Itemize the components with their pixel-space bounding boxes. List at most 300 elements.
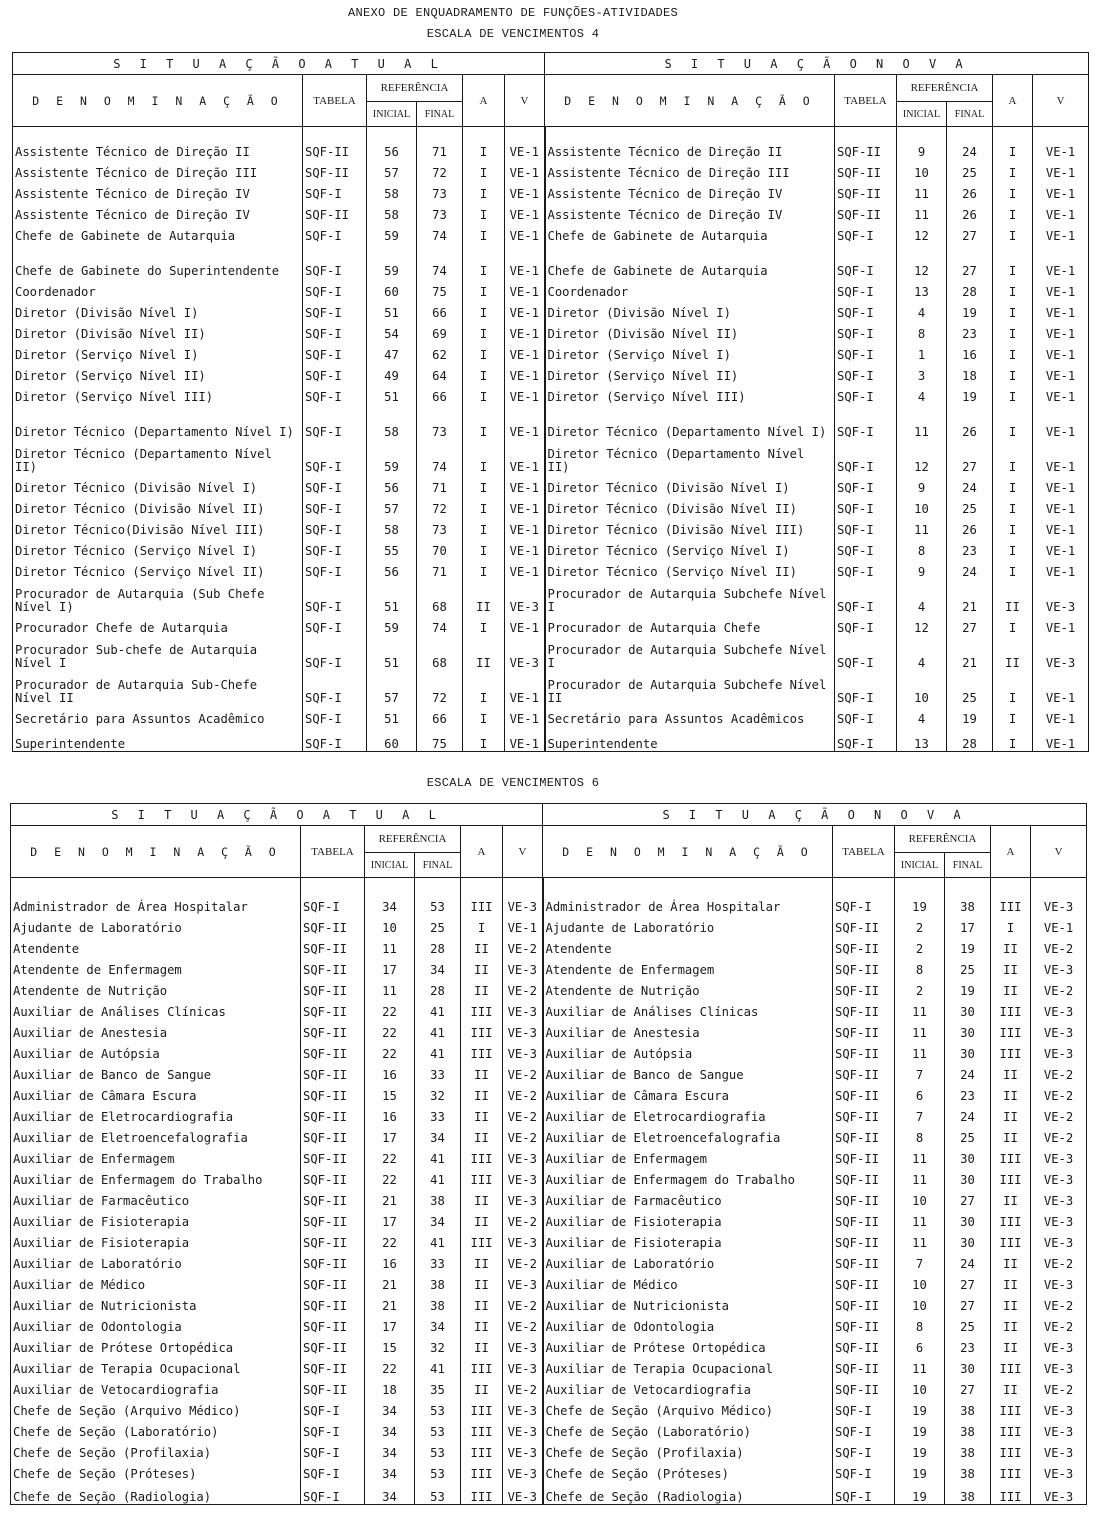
ref-inicial-atual-cell: 16 bbox=[365, 1103, 415, 1124]
tabela-header: TABELA bbox=[301, 826, 365, 878]
ref-final-nova-cell: 30 bbox=[945, 1208, 991, 1229]
denominacao-nova-cell: Diretor Técnico (Departamento Nível I) bbox=[545, 404, 835, 439]
denominacao-atual-cell: Diretor (Serviço Nível I) bbox=[13, 341, 303, 362]
table-row bbox=[13, 495, 1089, 516]
a-atual-cell: I bbox=[463, 614, 505, 635]
tabela-atual-cell: SQF-I bbox=[303, 516, 367, 537]
v-nova-cell: VE-3 bbox=[1031, 1040, 1087, 1061]
ref-final-nova-cell: 30 bbox=[945, 1145, 991, 1166]
tabela-atual-cell: SQF-II bbox=[301, 977, 365, 998]
v-atual-cell: VE-1 bbox=[505, 614, 545, 635]
denominacao-atual-cell: Procurador de Autarquia (Sub Chefe Nível I) bbox=[13, 579, 303, 614]
denominacao-atual-cell: Assistente Técnico de Direção IV bbox=[13, 201, 303, 222]
ref-inicial-nova-cell: 12 bbox=[897, 614, 947, 635]
a-atual-cell: III bbox=[461, 1019, 503, 1040]
tabela-atual-cell: SQF-I bbox=[303, 383, 367, 404]
ref-final-atual-cell: 64 bbox=[417, 362, 463, 383]
ref-inicial-atual-cell: 55 bbox=[367, 537, 417, 558]
a-atual-cell: I bbox=[463, 670, 505, 705]
table-row bbox=[11, 1187, 1087, 1208]
ref-inicial-nova-cell: 19 bbox=[895, 1481, 945, 1505]
denominacao-atual-cell: Coordenador bbox=[13, 278, 303, 299]
tabela-atual-cell: SQF-II bbox=[301, 1250, 365, 1271]
table-row bbox=[13, 705, 1089, 726]
scale4-table bbox=[12, 52, 1089, 752]
denominacao-atual-cell: Atendente de Nutrição bbox=[11, 977, 301, 998]
ref-final-atual-cell: 41 bbox=[415, 1040, 461, 1061]
denominacao-atual-cell: Auxiliar de Eletrocardiografia bbox=[11, 1103, 301, 1124]
ref-inicial-atual-cell: 57 bbox=[367, 670, 417, 705]
table-row bbox=[11, 1460, 1087, 1481]
ref-inicial-nova-cell: 9 bbox=[897, 127, 947, 159]
a-atual-cell: I bbox=[463, 558, 505, 579]
a-atual-cell: III bbox=[461, 1166, 503, 1187]
ref-final-atual-cell: 38 bbox=[415, 1292, 461, 1313]
ref-final-nova-cell: 38 bbox=[945, 1481, 991, 1505]
ref-final-atual-cell: 33 bbox=[415, 1103, 461, 1124]
ref-final-atual-cell: 73 bbox=[417, 180, 463, 201]
tabela-atual-cell: SQF-I bbox=[303, 439, 367, 474]
ref-inicial-nova-cell: 10 bbox=[895, 1187, 945, 1208]
tabela-atual-cell: SQF-I bbox=[303, 362, 367, 383]
ref-inicial-atual-cell: 22 bbox=[365, 1355, 415, 1376]
a-atual-cell: II bbox=[463, 579, 505, 614]
ref-final-nova-cell: 26 bbox=[947, 516, 993, 537]
v-atual-cell: VE-2 bbox=[503, 1208, 543, 1229]
ref-inicial-nova-cell: 7 bbox=[895, 1250, 945, 1271]
v-nova-cell: VE-1 bbox=[1031, 914, 1087, 935]
tabela-atual-cell: SQF-II bbox=[303, 159, 367, 180]
tabela-nova-cell: SQF-I bbox=[835, 474, 897, 495]
v-nova-cell: VE-1 bbox=[1033, 127, 1089, 159]
ref-inicial-atual-cell: 21 bbox=[365, 1187, 415, 1208]
ref-inicial-nova-cell: 8 bbox=[895, 1313, 945, 1334]
ref-inicial-atual-cell: 58 bbox=[367, 404, 417, 439]
ref-final-atual-cell: 66 bbox=[417, 299, 463, 320]
tabela-atual-cell: SQF-II bbox=[303, 127, 367, 159]
denominacao-nova-cell: Chefe de Seção (Profilaxia) bbox=[543, 1439, 833, 1460]
v-nova-cell: VE-1 bbox=[1033, 614, 1089, 635]
ref-inicial-nova-cell: 11 bbox=[895, 1145, 945, 1166]
denominacao-nova-cell: Secretário para Assuntos Acadêmicos bbox=[545, 705, 835, 726]
ref-inicial-atual-cell: 21 bbox=[365, 1292, 415, 1313]
ref-inicial-atual-cell: 58 bbox=[367, 180, 417, 201]
denominacao-atual-cell: Assistente Técnico de Direção IV bbox=[13, 180, 303, 201]
denominacao-atual-cell: Superintendente bbox=[13, 726, 303, 752]
situacao-nova-header: S I T U A Ç Ã O N O V A bbox=[543, 804, 1087, 826]
ref-inicial-atual-cell: 22 bbox=[365, 1145, 415, 1166]
tabela-nova-cell: SQF-I bbox=[835, 362, 897, 383]
a-nova-cell: III bbox=[991, 1481, 1031, 1505]
table-row bbox=[13, 278, 1089, 299]
a-atual-cell: III bbox=[461, 1460, 503, 1481]
tabela-nova-cell: SQF-I bbox=[835, 705, 897, 726]
denominacao-nova-cell: Ajudante de Laboratório bbox=[543, 914, 833, 935]
ref-inicial-atual-cell: 16 bbox=[365, 1061, 415, 1082]
ref-final-nova-cell: 26 bbox=[947, 404, 993, 439]
tabela-nova-cell: SQF-I bbox=[835, 299, 897, 320]
inicial-header: INICIAL bbox=[365, 853, 415, 878]
v-atual-cell: VE-1 bbox=[505, 670, 545, 705]
tabela-atual-cell: SQF-I bbox=[301, 1418, 365, 1439]
denominacao-atual-cell: Auxiliar de Eletroencefalografia bbox=[11, 1124, 301, 1145]
tabela-nova-cell: SQF-II bbox=[833, 1250, 895, 1271]
ref-inicial-nova-cell: 10 bbox=[895, 1376, 945, 1397]
a-nova-cell: II bbox=[991, 1376, 1031, 1397]
v-header: V bbox=[1031, 826, 1087, 878]
v-atual-cell: VE-1 bbox=[505, 243, 545, 278]
ref-final-atual-cell: 41 bbox=[415, 1355, 461, 1376]
denominacao-atual-cell: Chefe de Seção (Profilaxia) bbox=[11, 1439, 301, 1460]
denominacao-nova-cell: Auxiliar de Fisioterapia bbox=[543, 1229, 833, 1250]
denominacao-nova-cell: Auxiliar de Terapia Ocupacional bbox=[543, 1355, 833, 1376]
denominacao-atual-cell: Auxiliar de Análises Clínicas bbox=[11, 998, 301, 1019]
tabela-atual-cell: SQF-II bbox=[301, 998, 365, 1019]
denominacao-atual-cell: Auxiliar de Autópsia bbox=[11, 1040, 301, 1061]
ref-final-nova-cell: 38 bbox=[945, 1439, 991, 1460]
table-row bbox=[13, 558, 1089, 579]
ref-inicial-atual-cell: 57 bbox=[367, 495, 417, 516]
ref-inicial-atual-cell: 22 bbox=[365, 1229, 415, 1250]
a-atual-cell: III bbox=[461, 1418, 503, 1439]
table-row bbox=[13, 159, 1089, 180]
denominacao-atual-cell: Secretário para Assuntos Acadêmico bbox=[13, 705, 303, 726]
tabela-nova-cell: SQF-I bbox=[835, 243, 897, 278]
ref-final-nova-cell: 19 bbox=[947, 299, 993, 320]
a-atual-cell: II bbox=[461, 1376, 503, 1397]
tabela-atual-cell: SQF-II bbox=[301, 1019, 365, 1040]
tabela-nova-cell: SQF-I bbox=[833, 1481, 895, 1505]
v-nova-cell: VE-2 bbox=[1031, 1250, 1087, 1271]
a-nova-cell: I bbox=[993, 537, 1033, 558]
ref-final-atual-cell: 74 bbox=[417, 243, 463, 278]
denominacao-atual-cell: Auxiliar de Enfermagem do Trabalho bbox=[11, 1166, 301, 1187]
tabela-atual-cell: SQF-II bbox=[301, 1271, 365, 1292]
ref-final-nova-cell: 24 bbox=[945, 1061, 991, 1082]
ref-inicial-atual-cell: 15 bbox=[365, 1082, 415, 1103]
ref-inicial-nova-cell: 11 bbox=[897, 180, 947, 201]
v-atual-cell: VE-3 bbox=[503, 998, 543, 1019]
v-atual-cell: VE-1 bbox=[505, 474, 545, 495]
ref-inicial-nova-cell: 12 bbox=[897, 222, 947, 243]
inicial-header: INICIAL bbox=[897, 102, 947, 127]
tabela-atual-cell: SQF-II bbox=[301, 1082, 365, 1103]
a-atual-cell: II bbox=[461, 1103, 503, 1124]
ref-inicial-atual-cell: 22 bbox=[365, 1040, 415, 1061]
ref-inicial-atual-cell: 17 bbox=[365, 1124, 415, 1145]
tabela-nova-cell: SQF-II bbox=[833, 977, 895, 998]
v-atual-cell: VE-3 bbox=[503, 1439, 543, 1460]
a-atual-cell: III bbox=[461, 1355, 503, 1376]
a-nova-cell: II bbox=[993, 579, 1033, 614]
denominacao-nova-cell: Diretor (Serviço Nível II) bbox=[545, 362, 835, 383]
v-nova-cell: VE-3 bbox=[1031, 1229, 1087, 1250]
a-nova-cell: II bbox=[991, 1061, 1031, 1082]
a-nova-cell: I bbox=[993, 320, 1033, 341]
denominacao-atual-cell: Auxiliar de Fisioterapia bbox=[11, 1229, 301, 1250]
table-row bbox=[13, 320, 1089, 341]
v-nova-cell: VE-1 bbox=[1033, 726, 1089, 752]
ref-final-atual-cell: 71 bbox=[417, 474, 463, 495]
ref-inicial-nova-cell: 11 bbox=[895, 1166, 945, 1187]
ref-inicial-nova-cell: 8 bbox=[895, 956, 945, 977]
a-nova-cell: III bbox=[991, 1166, 1031, 1187]
ref-inicial-nova-cell: 12 bbox=[897, 243, 947, 278]
ref-inicial-atual-cell: 57 bbox=[367, 159, 417, 180]
a-atual-cell: I bbox=[463, 726, 505, 752]
ref-final-nova-cell: 24 bbox=[945, 1103, 991, 1124]
denominacao-atual-cell: Chefe de Gabinete de Autarquia bbox=[13, 222, 303, 243]
ref-final-nova-cell: 26 bbox=[947, 180, 993, 201]
denominacao-atual-cell: Auxiliar de Câmara Escura bbox=[11, 1082, 301, 1103]
a-nova-cell: I bbox=[993, 383, 1033, 404]
ref-inicial-nova-cell: 11 bbox=[895, 1040, 945, 1061]
tabela-nova-cell: SQF-II bbox=[833, 1313, 895, 1334]
table-row bbox=[11, 1397, 1087, 1418]
tabela-nova-cell: SQF-I bbox=[835, 383, 897, 404]
tabela-nova-cell: SQF-I bbox=[835, 278, 897, 299]
denominacao-nova-cell: Assistente Técnico de Direção IV bbox=[545, 180, 835, 201]
ref-inicial-atual-cell: 51 bbox=[367, 705, 417, 726]
ref-final-atual-cell: 41 bbox=[415, 1145, 461, 1166]
tabela-atual-cell: SQF-II bbox=[301, 935, 365, 956]
ref-final-atual-cell: 75 bbox=[417, 278, 463, 299]
tabela-nova-cell: SQF-II bbox=[833, 1103, 895, 1124]
a-nova-cell: I bbox=[993, 180, 1033, 201]
ref-final-nova-cell: 38 bbox=[945, 1397, 991, 1418]
a-atual-cell: I bbox=[463, 341, 505, 362]
a-nova-cell: I bbox=[993, 439, 1033, 474]
v-atual-cell: VE-3 bbox=[503, 1334, 543, 1355]
denominacao-atual-cell: Administrador de Área Hospitalar bbox=[11, 878, 301, 914]
ref-final-nova-cell: 28 bbox=[947, 726, 993, 752]
tabela-atual-cell: SQF-II bbox=[301, 1334, 365, 1355]
table-row bbox=[11, 1229, 1087, 1250]
ref-inicial-atual-cell: 47 bbox=[367, 341, 417, 362]
v-atual-cell: VE-1 bbox=[505, 439, 545, 474]
a-atual-cell: II bbox=[461, 1271, 503, 1292]
tabela-nova-cell: SQF-II bbox=[833, 1145, 895, 1166]
ref-final-nova-cell: 26 bbox=[947, 201, 993, 222]
a-nova-cell: II bbox=[991, 1082, 1031, 1103]
tabela-atual-cell: SQF-I bbox=[303, 579, 367, 614]
v-nova-cell: VE-3 bbox=[1031, 1145, 1087, 1166]
a-nova-cell: III bbox=[991, 998, 1031, 1019]
table-row bbox=[11, 977, 1087, 998]
tabela-nova-cell: SQF-II bbox=[833, 1208, 895, 1229]
denominacao-atual-cell: Ajudante de Laboratório bbox=[11, 914, 301, 935]
ref-final-atual-cell: 28 bbox=[415, 977, 461, 998]
tabela-atual-cell: SQF-I bbox=[303, 495, 367, 516]
ref-inicial-atual-cell: 17 bbox=[365, 1208, 415, 1229]
ref-final-nova-cell: 30 bbox=[945, 1355, 991, 1376]
table-row bbox=[13, 635, 1089, 670]
v-nova-cell: VE-2 bbox=[1031, 1082, 1087, 1103]
ref-inicial-nova-cell: 11 bbox=[895, 998, 945, 1019]
ref-inicial-nova-cell: 1 bbox=[897, 341, 947, 362]
ref-final-atual-cell: 53 bbox=[415, 1439, 461, 1460]
denominacao-atual-cell: Chefe de Seção (Arquivo Médico) bbox=[11, 1397, 301, 1418]
denominacao-nova-cell: Auxiliar de Eletrocardiografia bbox=[543, 1103, 833, 1124]
referencia-header: REFERÊNCIA bbox=[367, 75, 463, 102]
ref-final-nova-cell: 23 bbox=[947, 537, 993, 558]
ref-inicial-nova-cell: 19 bbox=[895, 878, 945, 914]
v-atual-cell: VE-1 bbox=[505, 222, 545, 243]
tabela-atual-cell: SQF-I bbox=[301, 1439, 365, 1460]
ref-final-nova-cell: 23 bbox=[947, 320, 993, 341]
a-nova-cell: II bbox=[991, 1124, 1031, 1145]
a-atual-cell: II bbox=[461, 1334, 503, 1355]
table-row bbox=[11, 1208, 1087, 1229]
table-row bbox=[13, 670, 1089, 705]
v-nova-cell: VE-1 bbox=[1033, 222, 1089, 243]
v-atual-cell: VE-2 bbox=[503, 1292, 543, 1313]
v-nova-cell: VE-1 bbox=[1033, 439, 1089, 474]
tabela-nova-cell: SQF-I bbox=[833, 878, 895, 914]
v-atual-cell: VE-1 bbox=[505, 159, 545, 180]
table-row bbox=[11, 1040, 1087, 1061]
v-atual-cell: VE-1 bbox=[505, 558, 545, 579]
v-nova-cell: VE-1 bbox=[1033, 705, 1089, 726]
tabela-nova-cell: SQF-II bbox=[833, 1355, 895, 1376]
table-row bbox=[13, 404, 1089, 439]
tabela-atual-cell: SQF-II bbox=[301, 1166, 365, 1187]
denominacao-atual-cell: Auxiliar de Vetocardiografia bbox=[11, 1376, 301, 1397]
tabela-nova-cell: SQF-II bbox=[835, 127, 897, 159]
a-atual-cell: I bbox=[463, 383, 505, 404]
denominacao-nova-cell: Auxiliar de Anestesia bbox=[543, 1019, 833, 1040]
a-nova-cell: II bbox=[991, 1313, 1031, 1334]
v-nova-cell: VE-3 bbox=[1031, 1208, 1087, 1229]
tabela-atual-cell: SQF-I bbox=[303, 404, 367, 439]
ref-final-atual-cell: 73 bbox=[417, 516, 463, 537]
table-row bbox=[13, 579, 1089, 614]
ref-inicial-nova-cell: 6 bbox=[895, 1082, 945, 1103]
v-atual-cell: VE-1 bbox=[505, 278, 545, 299]
v-nova-cell: VE-3 bbox=[1031, 1460, 1087, 1481]
referencia-header: REFERÊNCIA bbox=[365, 826, 461, 853]
v-atual-cell: VE-1 bbox=[505, 362, 545, 383]
v-nova-cell: VE-1 bbox=[1033, 201, 1089, 222]
a-atual-cell: III bbox=[461, 1397, 503, 1418]
v-nova-cell: VE-3 bbox=[1031, 1397, 1087, 1418]
ref-final-atual-cell: 70 bbox=[417, 537, 463, 558]
ref-final-nova-cell: 27 bbox=[945, 1376, 991, 1397]
denominacao-header: D E N O M I N A Ç Ã O bbox=[545, 75, 835, 127]
denominacao-nova-cell: Diretor Técnico (Divisão Nível II) bbox=[545, 495, 835, 516]
ref-final-atual-cell: 66 bbox=[417, 383, 463, 404]
a-nova-cell: III bbox=[991, 1040, 1031, 1061]
ref-inicial-nova-cell: 11 bbox=[897, 516, 947, 537]
ref-final-nova-cell: 30 bbox=[945, 1040, 991, 1061]
v-nova-cell: VE-1 bbox=[1033, 404, 1089, 439]
tabela-nova-cell: SQF-II bbox=[833, 956, 895, 977]
v-atual-cell: VE-2 bbox=[503, 1082, 543, 1103]
v-atual-cell: VE-3 bbox=[505, 579, 545, 614]
ref-inicial-atual-cell: 22 bbox=[365, 1019, 415, 1040]
tabela-atual-cell: SQF-I bbox=[301, 878, 365, 914]
a-atual-cell: II bbox=[461, 935, 503, 956]
a-nova-cell: III bbox=[991, 1229, 1031, 1250]
tabela-atual-cell: SQF-I bbox=[303, 320, 367, 341]
ref-inicial-atual-cell: 34 bbox=[365, 1439, 415, 1460]
v-nova-cell: VE-1 bbox=[1033, 495, 1089, 516]
a-atual-cell: I bbox=[463, 495, 505, 516]
denominacao-atual-cell: Diretor Técnico (Serviço Nível I) bbox=[13, 537, 303, 558]
v-nova-cell: VE-3 bbox=[1031, 1439, 1087, 1460]
tabela-atual-cell: SQF-II bbox=[301, 914, 365, 935]
ref-final-nova-cell: 27 bbox=[947, 243, 993, 278]
v-nova-cell: VE-1 bbox=[1033, 537, 1089, 558]
tabela-nova-cell: SQF-I bbox=[833, 1439, 895, 1460]
tabela-atual-cell: SQF-II bbox=[301, 1376, 365, 1397]
a-nova-cell: I bbox=[993, 159, 1033, 180]
ref-final-atual-cell: 53 bbox=[415, 1397, 461, 1418]
denominacao-nova-cell: Coordenador bbox=[545, 278, 835, 299]
a-atual-cell: II bbox=[461, 1061, 503, 1082]
tabela-nova-cell: SQF-II bbox=[835, 201, 897, 222]
v-atual-cell: VE-3 bbox=[503, 1187, 543, 1208]
a-atual-cell: I bbox=[463, 320, 505, 341]
v-atual-cell: VE-3 bbox=[503, 1229, 543, 1250]
a-atual-cell: I bbox=[463, 201, 505, 222]
a-nova-cell: III bbox=[991, 1397, 1031, 1418]
denominacao-nova-cell: Assistente Técnico de Direção II bbox=[545, 127, 835, 159]
v-atual-cell: VE-1 bbox=[505, 383, 545, 404]
ref-inicial-atual-cell: 18 bbox=[365, 1376, 415, 1397]
ref-inicial-nova-cell: 9 bbox=[897, 558, 947, 579]
denominacao-nova-cell: Atendente de Enfermagem bbox=[543, 956, 833, 977]
ref-inicial-nova-cell: 13 bbox=[897, 726, 947, 752]
denominacao-nova-cell: Auxiliar de Eletroencefalografia bbox=[543, 1124, 833, 1145]
ref-final-atual-cell: 34 bbox=[415, 956, 461, 977]
a-atual-cell: II bbox=[461, 1187, 503, 1208]
ref-inicial-nova-cell: 4 bbox=[897, 705, 947, 726]
v-atual-cell: VE-2 bbox=[503, 935, 543, 956]
ref-inicial-atual-cell: 56 bbox=[367, 127, 417, 159]
table-row bbox=[13, 299, 1089, 320]
table-row bbox=[11, 1355, 1087, 1376]
tabela-nova-cell: SQF-I bbox=[835, 404, 897, 439]
ref-final-atual-cell: 62 bbox=[417, 341, 463, 362]
tabela-nova-cell: SQF-II bbox=[833, 1334, 895, 1355]
denominacao-atual-cell: Atendente bbox=[11, 935, 301, 956]
tabela-atual-cell: SQF-I bbox=[303, 558, 367, 579]
v-atual-cell: VE-3 bbox=[503, 1166, 543, 1187]
ref-inicial-nova-cell: 11 bbox=[895, 1229, 945, 1250]
v-nova-cell: VE-1 bbox=[1033, 341, 1089, 362]
ref-inicial-atual-cell: 59 bbox=[367, 243, 417, 278]
a-nova-cell: I bbox=[993, 404, 1033, 439]
v-nova-cell: VE-1 bbox=[1033, 278, 1089, 299]
v-atual-cell: VE-3 bbox=[503, 1481, 543, 1505]
v-nova-cell: VE-1 bbox=[1033, 516, 1089, 537]
denominacao-nova-cell: Diretor Técnico (Serviço Nível I) bbox=[545, 537, 835, 558]
a-nova-cell: I bbox=[993, 341, 1033, 362]
situacao-atual-header: S I T U A Ç Ã O A T U A L bbox=[11, 804, 543, 826]
denominacao-atual-cell: Chefe de Seção (Laboratório) bbox=[11, 1418, 301, 1439]
ref-final-nova-cell: 25 bbox=[945, 956, 991, 977]
tabela-nova-cell: SQF-II bbox=[833, 1082, 895, 1103]
ref-inicial-atual-cell: 11 bbox=[365, 935, 415, 956]
tabela-nova-cell: SQF-II bbox=[833, 998, 895, 1019]
ref-inicial-nova-cell: 8 bbox=[895, 1124, 945, 1145]
a-atual-cell: III bbox=[461, 1439, 503, 1460]
denominacao-nova-cell: Procurador de Autarquia Subchefe Nível I bbox=[545, 579, 835, 614]
v-nova-cell: VE-1 bbox=[1033, 362, 1089, 383]
v-atual-cell: VE-3 bbox=[503, 1397, 543, 1418]
denominacao-nova-cell: Procurador de Autarquia Subchefe Nível II bbox=[545, 670, 835, 705]
